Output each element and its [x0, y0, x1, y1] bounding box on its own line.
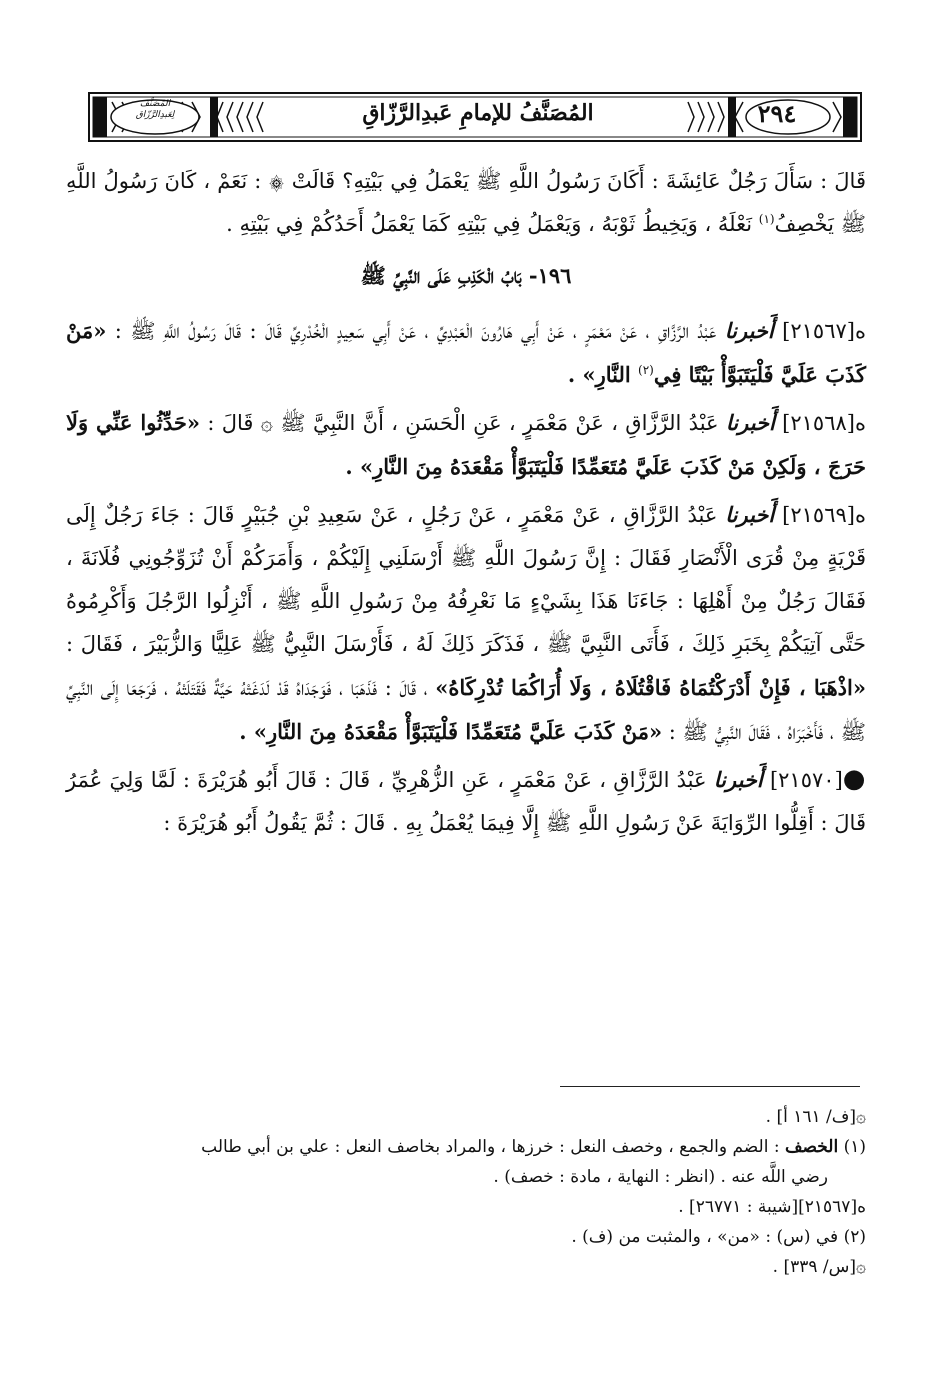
matn: «اذْهَبَا ، فَإِنْ أَدْرَكْتُمَاهُ فَاقْتُلَاهُ ، وَلَا أُرَاكُمَا تُدْرِكَاهُ» [435, 675, 866, 700]
footnote-1-continued: رضي اللَّه عنه . (انظر : النهاية ، مادة : خصف) . [493, 1167, 828, 1187]
footnote-divider [560, 1086, 860, 1087]
footnote-folio-f: ۞[ف/ ١٦١ أ] . [765, 1107, 866, 1127]
page-header [88, 92, 862, 142]
footnote-term: الخصف [784, 1137, 839, 1157]
seal-line-1: المُصَنَّف [139, 99, 171, 109]
footnote-ref-2: (٢) [638, 363, 654, 377]
footnotes [66, 1102, 866, 1282]
footnote-number: (١) [838, 1137, 866, 1157]
footnote-takhrij [66, 1192, 866, 1222]
open-ring-marker: ه [854, 411, 866, 435]
footnote-2: (٢) في (س) : «من» ، والمثبت من (ف) . [571, 1227, 866, 1247]
takhrij-text: [٢١٥٦٧][شيبة : ٢٦٧٧١] . [678, 1197, 858, 1217]
hadith-21569 [66, 493, 866, 754]
page-number: ٢٩٤ [757, 99, 797, 128]
hadith-21570 [66, 758, 866, 845]
main-text [66, 160, 866, 849]
hadith-number: [٢١٥٧٠] [769, 768, 843, 792]
hadith-number: [٢١٥٦٧] [782, 319, 855, 343]
narration: ، قَالَ : فَذَهَبَا ، فَوَجَدَاهُ قَدْ لَدَغَتْهُ حَيَّةٌ فَقَتَلَتْهُ ، فَرَجَعَا إِلَى النَّبِيِّ ﷺ ، فَأَخْبَرَاهُ ، فَقَالَ النَّبِيُّ ﷺ : [66, 676, 866, 744]
hadith-21568 [66, 401, 866, 489]
intro-paragraph [66, 160, 866, 246]
isnad: عَبْدُ الرَّزَّاقِ ، عَنْ مَعْمَرٍ ، عَنِ الزُّهْرِيِّ ، قَالَ : قَالَ أَبُو هُرَيْرَةَ : لَمَّا وَلِيَ عُمَرُ قَالَ : أَقِلُّوا الرِّوَايَةَ عَنْ رَسُولِ اللَّهِ ﷺ إِلَّا فِيمَا يُعْمَلُ بِهِ . قَالَ : ثُمَّ يَقُولُ أَبُو هُرَيْرَةَ : [66, 768, 866, 835]
isnad: عَبْدُ الرَّزَّاقِ ، عَنْ مَعْمَرٍ ، عَنْ أَبِي هَارُونَ الْعَبْدِيِّ ، عَنْ أَبِي سَعِيدٍ الْخُدْرِيِّ قَالَ : قَالَ رَسُولُ اللَّهِ ﷺ : [106, 319, 725, 343]
hadith-number: [٢١٥٦٩] [782, 503, 855, 527]
footnote-ref-1: (١) [758, 212, 775, 226]
akhbarana: أَخبرنا [724, 318, 774, 343]
isnad: عَبْدُ الرَّزَّاقِ ، عَنْ مَعْمَرٍ ، عَنْ رَجُلٍ ، عَنْ سَعِيدِ بْنِ جُبَيْرٍ قَالَ : جَاءَ رَجُلٌ إِلَى قَرْيَةٍ مِنْ قُرَى الْأَنْصَارِ فَقَالَ : إِنَّ رَسُولَ اللَّهِ ﷺ أَرْسَلَنِي إِلَيْكُمْ ، وَأَمَرَكُمْ أَنْ تُزَوِّجُونِي فُلَانَةَ ، فَقَالَ رَجُلٌ مِنْ أَهْلِهَا : جَاءَنَا هَذَا بِشَيْءٍ مَا نَعْرِفُهُ مِنْ رَسُولِ اللَّهِ ﷺ ، أَنْزِلُوا الرَّجُلَ وَأَكْرِمُوهُ حَتَّى آتِيَكُمْ بِخَبَرِ ذَلِكَ ، فَأَتَى النَّبِيَّ ﷺ ، فَذَكَرَ ذَلِكَ لَهُ ، فَأَرْسَلَ النَّبِيُّ ﷺ عَلِيًّا وَالزُّبَيْرَ ، فَقَالَ : [66, 503, 866, 656]
matn: «مَنْ كَذَبَ عَلَيَّ فَلْيَتَبَوَّأْ بَيْتًا فِي [66, 318, 866, 387]
filled-dot-marker: ● [842, 764, 866, 794]
running-title: المُصَنَّفُ للإمامِ عَبدِالرَّزّاقِ [362, 100, 594, 126]
seal-logo [110, 99, 200, 121]
chapter-heading: ١٩٦- بَابُ الْكَذِبِ عَلَى النَّبِيِّ ﷺ [360, 263, 572, 288]
akhbarana: أَخبرنا [713, 767, 763, 792]
isnad: عَبْدُ الرَّزَّاقِ ، عَنْ مَعْمَرٍ ، عَنِ الْحَسَنِ ، أَنَّ النَّبِيَّ ﷺ ۞ قَالَ : [200, 411, 726, 435]
akhbarana: أَخبرنا [725, 410, 775, 435]
footnote-folio-s: ۞[س/ ٣٣٩] . [772, 1257, 866, 1277]
seal-line-2: لِعَبدِالرَّزّاق [135, 110, 175, 120]
footnote-1 [66, 1132, 866, 1162]
open-ring-marker: ه [854, 503, 866, 527]
hadith-number: [٢١٥٦٨] [782, 411, 855, 435]
hadith-21567 [66, 309, 866, 397]
footnote-text: : الضم والجمع ، وخصف النعل : خرزها ، والمراد بخاصف النعل : علي بن أبي طالب [201, 1137, 785, 1157]
intro-tail: نَعْلَهُ ، وَيَخِيطُ ثَوْبَهُ ، وَيَعْمَلُ فِي بَيْتِهِ كَمَا يَعْمَلُ أَحَدُكُمْ فِي بَيْتِهِ . [226, 212, 759, 236]
akhbarana: أَخبرنا [725, 502, 775, 527]
intro-text: قَالَ : سَأَلَ رَجُلٌ عَائِشَةَ : أَكَانَ رَسُولُ اللَّهِ ﷺ يَعْمَلُ فِي بَيْتِهِ؟ قَالَتْ ۞ : نَعَمْ ، كَانَ رَسُولُ اللَّهِ ﷺ يَخْصِفُ [66, 169, 866, 236]
matn: «حَدِّثُوا عَنِّي وَلَا حَرَجَ ، وَلَكِنْ مَنْ كَذَبَ عَلَيَّ مُتَعَمِّدًا فَلْيَتَبَوَّأْ مَقْعَدَهُ مِنَ النَّارِ» . [66, 410, 866, 479]
matn-2: «مَنْ كَذَبَ عَلَيَّ مُتَعَمِّدًا فَلْيَتَبَوَّأْ مَقْعَدَهُ مِنَ النَّارِ» . [239, 719, 663, 744]
open-ring-marker: ه [854, 319, 866, 343]
matn-tail: النَّارِ» . [567, 362, 638, 387]
open-ring-marker: ه [857, 1197, 866, 1217]
